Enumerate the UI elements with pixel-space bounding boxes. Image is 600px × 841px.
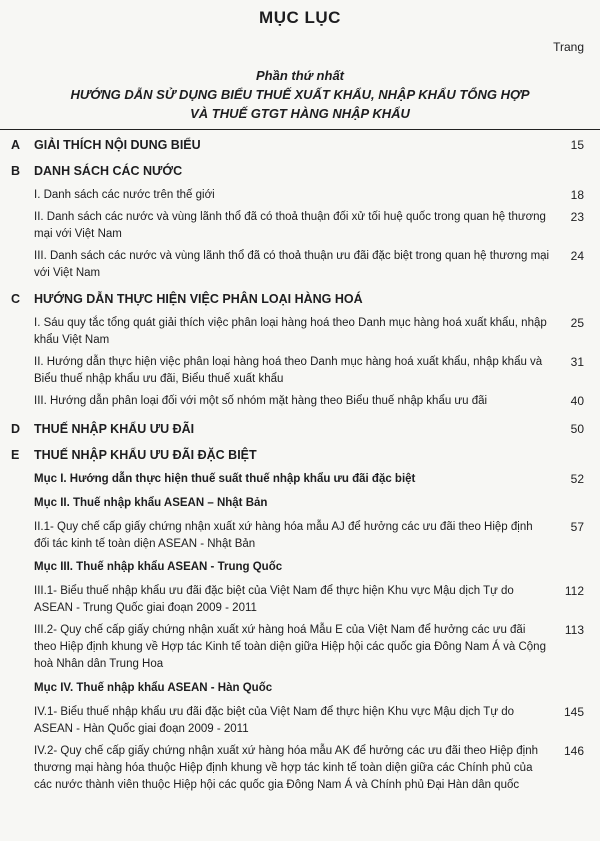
page-number: 25 [570,316,584,330]
page-column-label: Trang [553,40,584,54]
page-number: 113 [564,623,584,637]
table-of-contents [0,138,600,799]
item-text: III.2- Quy chế cấp giấy chứng nhận xuất xứ hàng hoá Mẫu E của Việt Nam để hưởng các ưu đãi theo Hiệp định khung về Hợp tác Kinh tế toàn diện giữa Hiệp hội các quốc gia Đông Nam Á và Cộng hoà Nhân dân Trung Hoa [34,624,546,670]
part-title-line2: VÀ THUẾ GTGT HÀNG NHẬP KHẨU [190,106,410,121]
list-item[interactable] [34,583,584,617]
section-title: HƯỚNG DẪN THỰC HIỆN VIỆC PHÂN LOẠI HÀNG HOÁ [34,292,363,306]
item-text: II. Danh sách các nước và vùng lãnh thổ đã có thoả thuận đối xử tối huệ quốc trong quan hệ thương mại với Việt Nam [34,211,546,240]
item-text: IV.1- Biểu thuế nhập khẩu ưu đãi đặc biệt của Việt Nam để thực hiện Khu vực Mậu dịch Tự do ASEAN - Hàn Quốc giai đoạn 2009 - 2011 [34,706,515,735]
page-number: 146 [563,744,584,758]
page-number: 40 [570,394,584,408]
page-number: 18 [570,188,584,202]
subsection-title: Mục IV. Thuế nhập khẩu ASEAN - Hàn Quốc [34,682,273,694]
page-title: MỤC LỤC [259,8,341,27]
list-item[interactable] [34,209,584,243]
item-text: III. Danh sách các nước và vùng lãnh thổ đã có thoả thuận ưu đãi đặc biệt trong quan hệ thương mại với Việt Nam [34,250,550,279]
subsection-muc-3[interactable] [34,559,550,576]
subsection-muc-4[interactable] [34,680,550,697]
page-number: 24 [570,249,584,263]
part-heading [0,66,600,123]
section-title: GIẢI THÍCH NỘI DUNG BIỂU [34,138,201,152]
section-letter: C [11,292,21,306]
page-number: 50 [570,422,584,436]
section-letter: A [11,138,21,152]
list-item[interactable] [34,354,584,388]
page-number: 23 [570,210,584,224]
section-b[interactable] [0,164,600,178]
item-text: IV.2- Quy chế cấp giấy chứng nhận xuất xứ hàng hóa mẫu AK để hưởng các ưu đãi theo Hiệp định thương mại hàng hóa thuộc Hiệp định khung về hợp tác kinh tế toàn diện giữa các Chính phủ của các nước thành viên thuộc Hiệp hội các quốc gia Đông Nam Á và Chính phủ Đại Hàn dân quốc [34,745,538,791]
item-text: III. Hướng dẫn phân loại đối với một số nhóm mặt hàng theo Biểu thuế nhập khẩu ưu đãi [34,395,488,407]
part-title-line1: HƯỚNG DẪN SỬ DỤNG BIỂU THUẾ XUẤT KHẨU, NHẬP KHẨU TỔNG HỢP [70,87,530,102]
list-item[interactable] [34,743,584,794]
page-number: 31 [570,355,584,369]
list-item[interactable] [34,248,584,282]
list-item[interactable] [34,187,584,204]
subsection-title: Mục III. Thuế nhập khẩu ASEAN - Trung Quốc [34,561,283,573]
section-c[interactable] [0,292,600,306]
subsection-title: Mục II. Thuế nhập khẩu ASEAN – Nhật Bản [34,497,268,509]
divider [0,129,600,130]
list-item[interactable] [34,393,584,410]
section-letter: B [11,164,21,178]
list-item[interactable] [34,519,584,553]
page-number: 145 [563,705,584,719]
item-text: I. Danh sách các nước trên thế giới [34,189,215,201]
page-number: 57 [570,520,584,534]
item-text: II.1- Quy chế cấp giấy chứng nhận xuất xứ hàng hóa mẫu AJ để hưởng các ưu đãi theo Hiệp định đối tác kinh tế toàn diện ASEAN - Nhật Bản [34,521,533,550]
part-label: Phần thứ nhất [256,68,344,83]
section-letter: D [11,422,21,436]
section-title: THUẾ NHẬP KHẨU ƯU ĐÃI ĐẶC BIỆT [34,448,257,462]
subsection-title: Mục I. Hướng dẫn thực hiện thuế suất thuế nhập khẩu ưu đãi đặc biệt [34,473,416,485]
subsection-muc-2[interactable] [34,495,550,512]
section-a[interactable] [0,138,600,152]
section-d[interactable] [0,422,600,436]
item-text: II. Hướng dẫn thực hiện việc phân loại hàng hoá theo Danh mục hàng hoá xuất khẩu, nhập khẩu và Biểu thuế nhập khẩu ưu đãi, Biểu thuế xuất khẩu [34,356,543,385]
page-number: 112 [564,584,584,598]
section-title: THUẾ NHẬP KHẨU ƯU ĐÃI [34,422,195,436]
section-title: DANH SÁCH CÁC NƯỚC [34,164,183,178]
section-letter: E [11,448,20,462]
subsection-muc-1[interactable] [34,471,584,488]
list-item[interactable] [34,704,584,738]
page-number: 52 [570,472,584,486]
item-text: I. Sáu quy tắc tổng quát giải thích việc phân loại hàng hoá theo Danh mục hàng hoá xuất khẩu, nhập khẩu Việt Nam [34,317,547,346]
item-text: III.1- Biểu thuế nhập khẩu ưu đãi đặc biệt của Việt Nam để thực hiện Khu vực Mậu dịch Tự do ASEAN - Trung Quốc giai đoạn 2009 - 2011 [34,585,514,614]
list-item[interactable] [34,315,584,349]
list-item[interactable] [34,622,584,673]
page-number: 15 [570,138,584,152]
section-e[interactable] [0,448,600,462]
